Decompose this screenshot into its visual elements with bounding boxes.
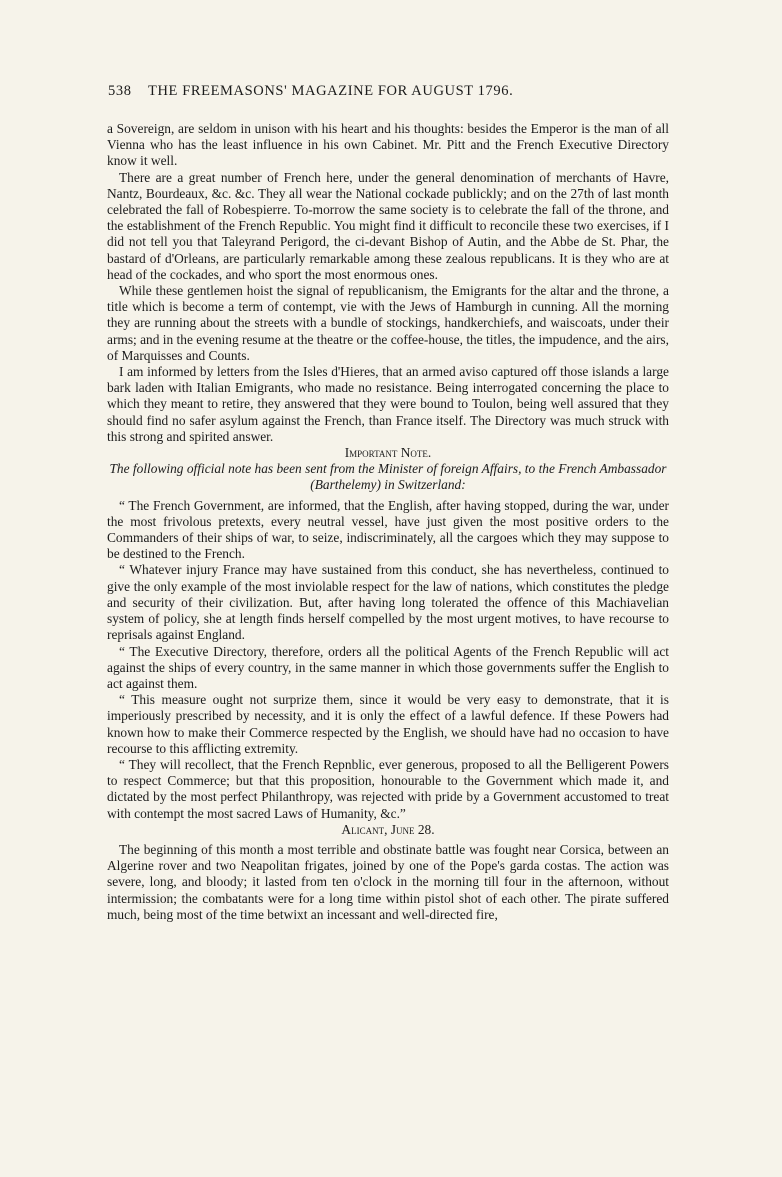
subheading-official-note: The following official note has been sent from the Minister of foreign Affairs, to the French Ambassador (Barthelemy) in Switzerland:: [109, 461, 667, 493]
page-number: 538: [108, 83, 132, 99]
quote-paragraph-4: “ This measure ought not surprize them, since it would be very easy to demonstrate, that it is imperiously prescribed by necessity, and it is only the effect of a lawful defence. If these Powers had known how to make their Commerce respected by the English, we should have had no occasion to have recourse to this afflicting extremity.: [107, 692, 669, 756]
paragraph-corsica-battle: The beginning of this month a most terrible and obstinate battle was fought near Corsica, between an Algerine rover and two Neapolitan frigates, joined by one of the Pope's garda costas. The action was severe, long, and bloody; it lasted from ten o'clock in the morning till four in the afternoon, without intermission; the combatants were for a long time within pistol shot of each other. The pirate suffered much, being most of the time betwixt an incessant and well-directed fire,: [107, 841, 669, 922]
paragraph-continuation: a Sovereign, are seldom in unison with his heart and his thoughts: besides the Emperor is the man of all Vienna who has the least influence in his own Cabinet. Mr. Pitt and the French Executive Directory know it well.: [107, 121, 669, 169]
quote-paragraph-3: “ The Executive Directory, therefore, orders all the political Agents of the French Republic will act against the ships of every country, in the same manner in which those governments suffer the English to act against them.: [107, 643, 669, 691]
paragraph-isles-hieres: I am informed by letters from the Isles d'Hieres, that an armed aviso captured off those islands a large bark laden with Italian Emigrants, who made no resistance. Being interrogated concerning the place to which they meant to retire, they answered that they were bound to Toulon, being well assured that they should find no safer asylum against the French, than France itself. The Directory was much struck with this strong and spirited answer.: [107, 364, 669, 444]
running-header: [108, 83, 668, 100]
quote-paragraph-1: “ The French Government, are informed, that the English, after having stopped, during the war, under the most frivolous pretexts, every neutral vessel, have just given the most positive orders to the Commanders of their ships of war, to seize, indiscriminately, all the cargoes which they may suppose to be destined to the French.: [107, 497, 669, 562]
heading-alicant-dateline: Alicant, June 28.: [341, 821, 435, 837]
article-body: [107, 121, 669, 923]
quote-paragraph-2: “ Whatever injury France may have sustained from this conduct, she has nevertheless, continued to give the only example of the most inviolable respect for the law of nations, which constitutes the pledge and security of their civilization. But, after having long tolerated the offence of this Machiavelian system of policy, she at length finds herself compelled by the most urgent motives, to have recourse to reprisals against England.: [107, 562, 669, 643]
heading-important-note: Important Note.: [344, 445, 432, 461]
paragraph-french-merchants: There are a great number of French here, under the general denomination of merchants of Havre, Nantz, Bourdeaux, &c. &c. They all wear the National cockade publickly; and on the 27th of last month celebrated the fall of Robespierre. To-morrow the same society is to celebrate the fall of the throne, and the establishment of the French Republic. You might find it difficult to reconcile these two exercises, if I did not tell you that Taleyrand Perigord, the ci-devant Bishop of Autin, and the Abbe de St. Phar, the bastard of d'Orleans, are particularly remarkable among these zealous republicans. It is they who are at head of the cockades, and who sport the most enormous ones.: [107, 169, 669, 282]
quote-paragraph-5: “ They will recollect, that the French Repnblic, ever generous, proposed to all the Belligerent Powers to respect Commerce; but that this proposition, honourable to the Government which made it, and dictated by the most perfect Philanthropy, was rejected with pride by a Government accustomed to treat with contempt the most sacred Laws of Humanity, &c.”: [107, 756, 669, 821]
paragraph-emigrants: While these gentlemen hoist the signal of republicanism, the Emigrants for the altar and the throne, a title which is become a term of contempt, vie with the Jews of Hamburgh in cunning. All the morning they are running about the streets with a bundle of stockings, handkerchiefs, and waiscoats, under their arms; and in the evening resume at the theatre or the coffee-house, the titles, the impudence, and the airs, of Marquisses and Counts.: [107, 283, 669, 363]
running-title: THE FREEMASONS' MAGAZINE FOR AUGUST 1796.: [148, 83, 514, 99]
